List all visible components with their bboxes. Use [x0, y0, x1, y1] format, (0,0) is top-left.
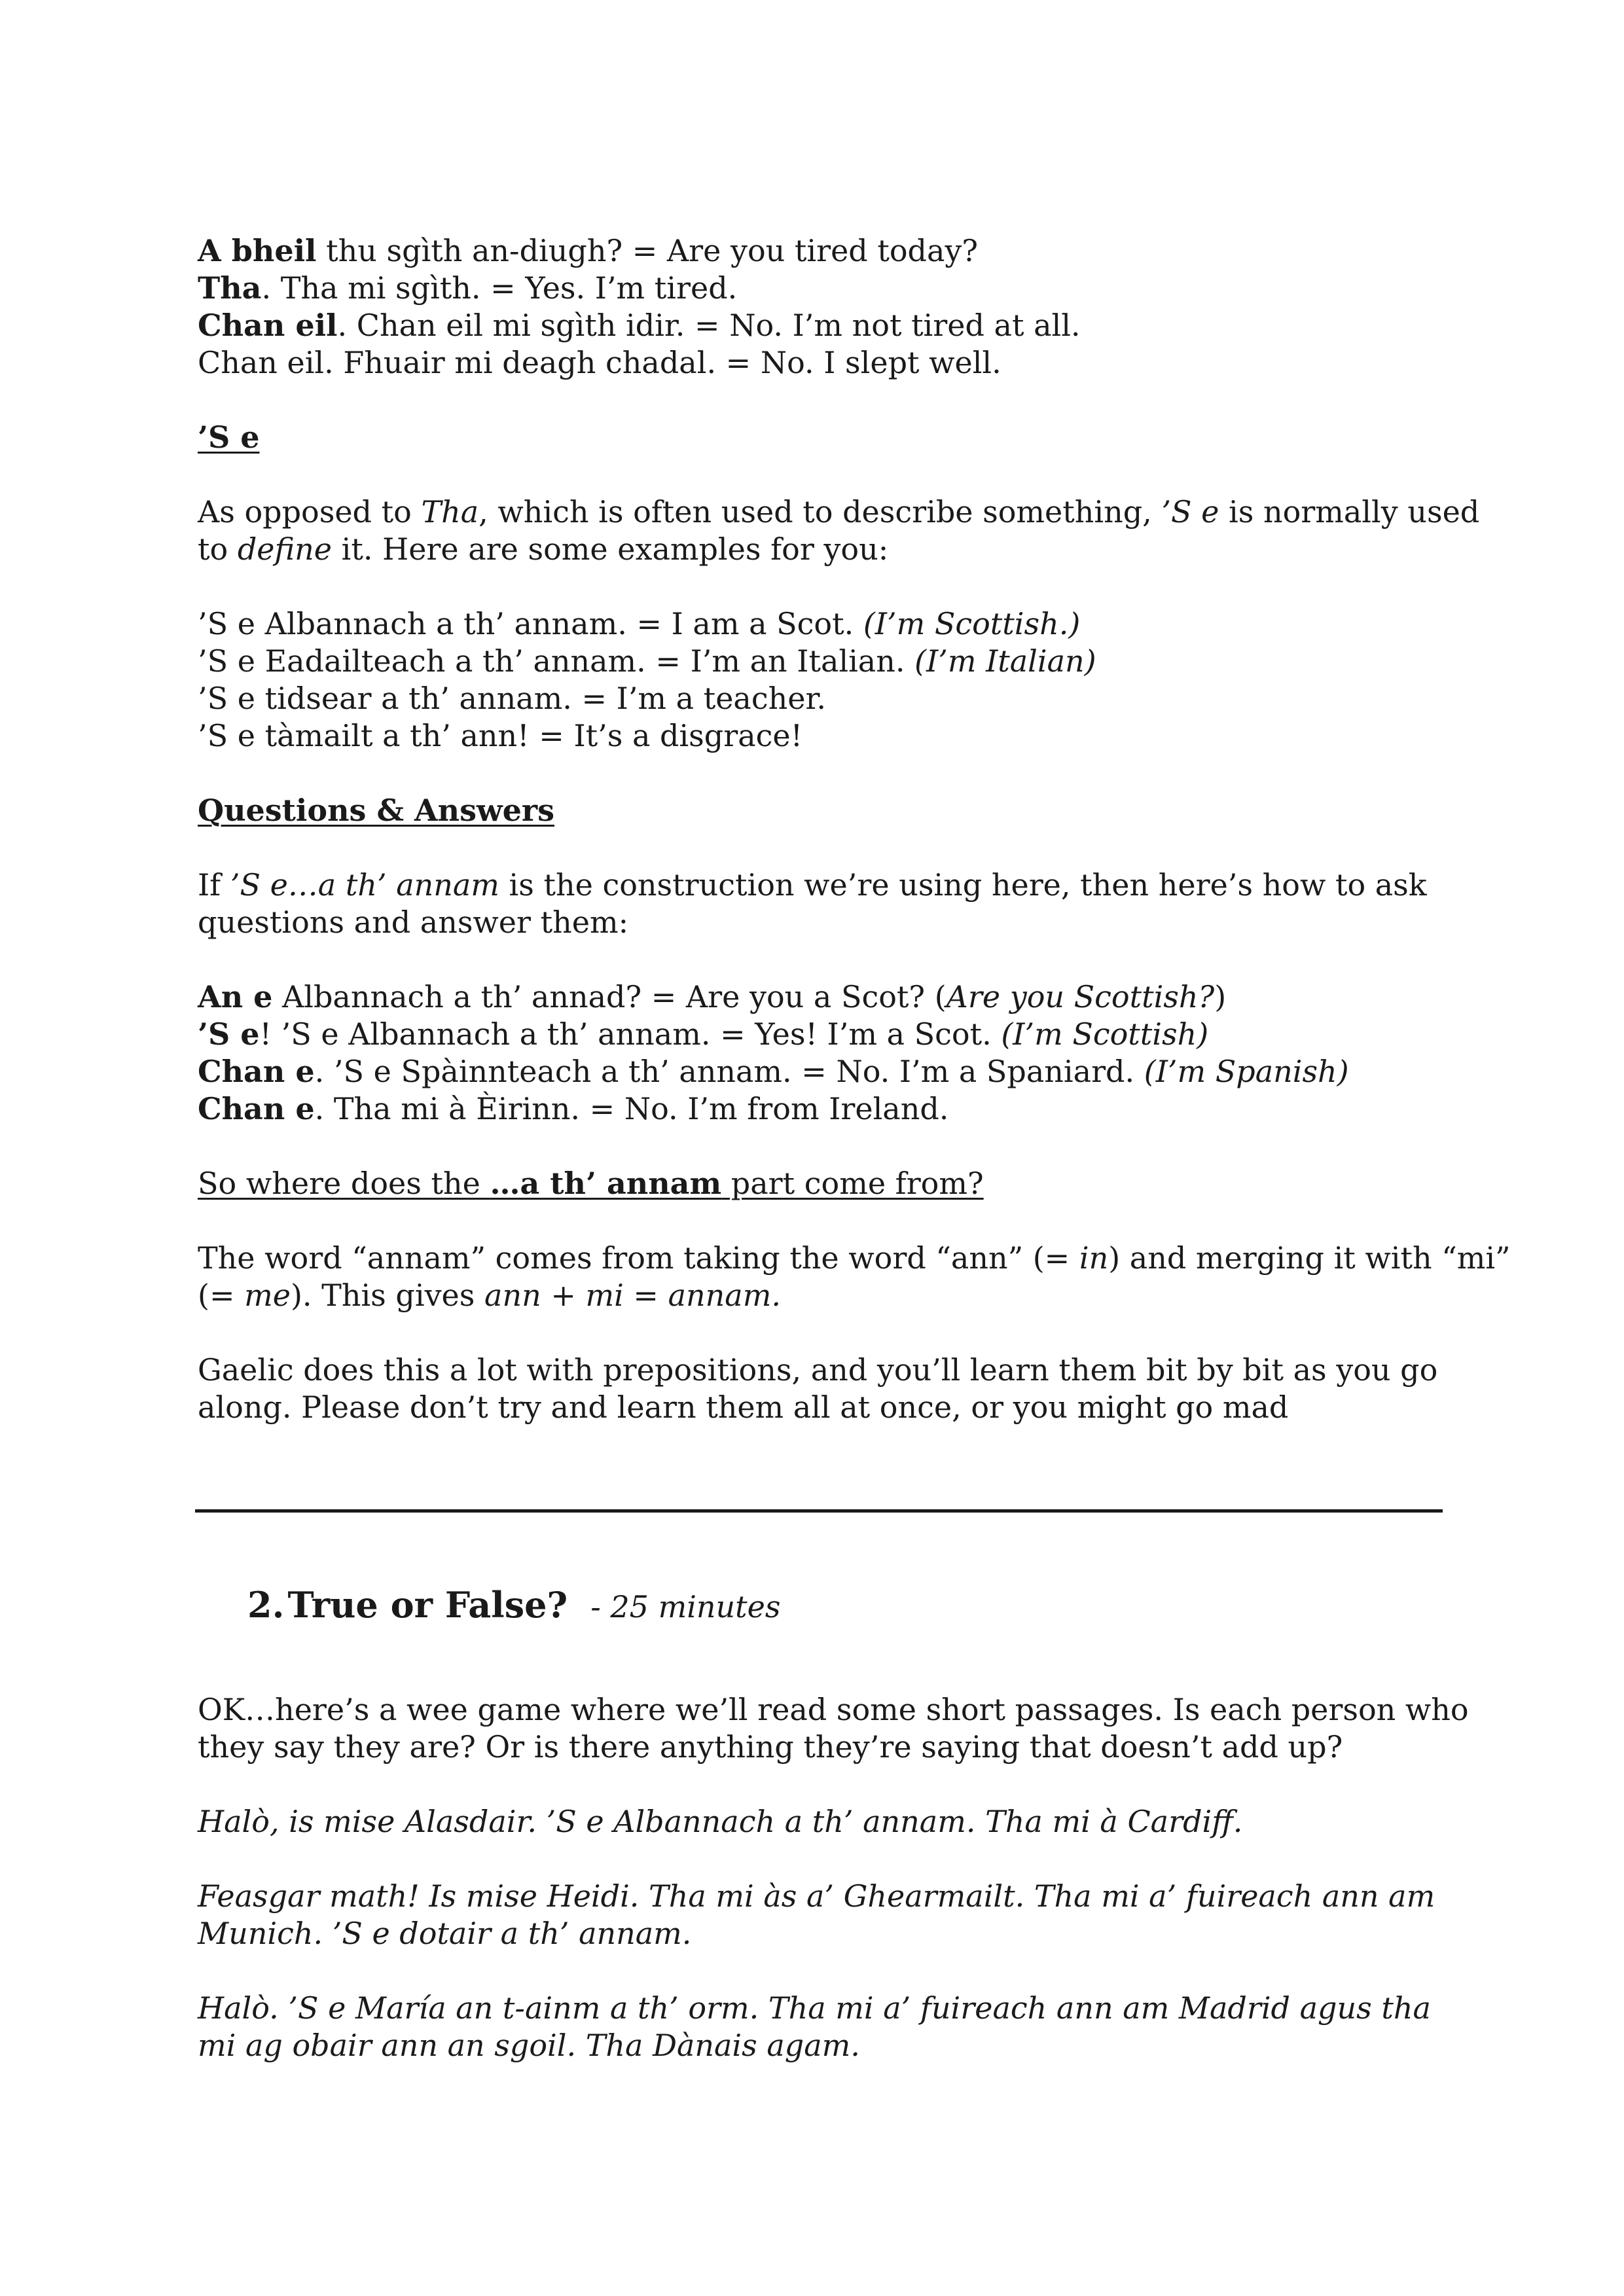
- paragraph-line: As opposed to Tha, which is often used to describe something, ’S e is normally used: [198, 494, 1480, 529]
- lesson-lower-text: [198, 1691, 1469, 2064]
- example-line: [198, 270, 1441, 307]
- example-line: [198, 307, 1441, 344]
- example-line: ’S e Eadailteach a th’ annam. = I’m an Italian. (I’m Italian): [198, 643, 1096, 679]
- gaelic-answer-bold: Tha: [198, 270, 262, 306]
- example-line: [198, 232, 1441, 270]
- paragraph-line: they say they are? Or is there anything they’re saying that doesn’t add up?: [198, 1729, 1343, 1765]
- paragraph-line: OK…here’s a wee game where we’ll read some short passages. Is each person who: [198, 1692, 1469, 1727]
- paragraph-line: If ’S e…a th’ annam is the construction we’re using here, then here’s how to ask: [198, 867, 1427, 903]
- passage-line: Feasgar math! Is mise Heidi. Tha mi às a’ Ghearmailt. Tha mi a’ fuireach ann am: [198, 1878, 1435, 1914]
- lesson-upper-text: [198, 232, 1511, 1426]
- example-line: ’S e Albannach a th’ annam. = I am a Scot. (I’m Scottish.): [198, 606, 1081, 641]
- example-line: Chan eil. Fhuair mi deagh chadal. = No. I slept well.: [198, 345, 1001, 380]
- passage-line: Munich. ’S e dotair a th’ annam.: [198, 1916, 692, 1951]
- section-heading-questions-answers: Questions & Answers: [198, 793, 555, 828]
- section-duration: - 25 minutes: [590, 1589, 781, 1624]
- qa-line: An e Albannach a th’ annad? = Are you a Scot? (Are you Scottish?): [198, 979, 1227, 1014]
- section-2-title: [247, 1584, 780, 1626]
- passage-line: Halò. ’S e María an t-ainm a th’ orm. Tha mi a’ fuireach ann am Madrid agus tha: [198, 1990, 1431, 2026]
- example-line: ’S e tàmailt a th’ ann! = It’s a disgrace!: [198, 718, 803, 753]
- example-line: ’S e tidsear a th’ annam. = I’m a teacher.: [198, 681, 827, 716]
- paragraph-line: along. Please don’t try and learn them all at once, or you might go mad: [198, 1390, 1289, 1425]
- section-number: 2.: [247, 1584, 285, 1626]
- passage-line: Halò, is mise Alasdair. ’S e Albannach a th’ annam. Tha mi à Cardiff.: [198, 1804, 1243, 1839]
- paragraph-line: to define it. Here are some examples for you:: [198, 531, 889, 567]
- qa-line: Chan e. Tha mi à Èirinn. = No. I’m from Ireland.: [198, 1091, 949, 1126]
- example-text: thu sgìth an-diugh? = Are you tired today?: [316, 233, 979, 268]
- example-text: . Tha mi sgìth. = Yes. I’m tired.: [261, 270, 738, 306]
- underlined-question: So where does the …a th’ annam part come from?: [198, 1166, 984, 1201]
- paragraph-line: (= me). This gives ann + mi = annam.: [198, 1278, 781, 1313]
- section-heading-se: ’S e: [198, 420, 260, 455]
- section-title-text: True or False?: [287, 1584, 568, 1626]
- example-text: . Chan eil mi sgìth idir. = No. I’m not tired at all.: [337, 308, 1081, 343]
- horizontal-divider: [195, 1509, 1443, 1513]
- paragraph-line: questions and answer them:: [198, 905, 629, 940]
- qa-line: Chan e. ’S e Spàinnteach a th’ annam. = No. I’m a Spaniard. (I’m Spanish): [198, 1054, 1349, 1089]
- gaelic-answer-bold: Chan eil: [198, 308, 338, 343]
- paragraph-line: The word “annam” comes from taking the word “ann” (= in) and merging it with “mi”: [198, 1240, 1511, 1276]
- passage-line: mi ag obair ann an sgoil. Tha Dànais agam.: [198, 2028, 860, 2063]
- qa-line: ’S e! ’S e Albannach a th’ annam. = Yes! I’m a Scot. (I’m Scottish): [198, 1016, 1209, 1052]
- gaelic-question-bold: A bheil: [198, 233, 317, 268]
- paragraph-line: Gaelic does this a lot with prepositions, and you’ll learn them bit by bit as you go: [198, 1352, 1438, 1388]
